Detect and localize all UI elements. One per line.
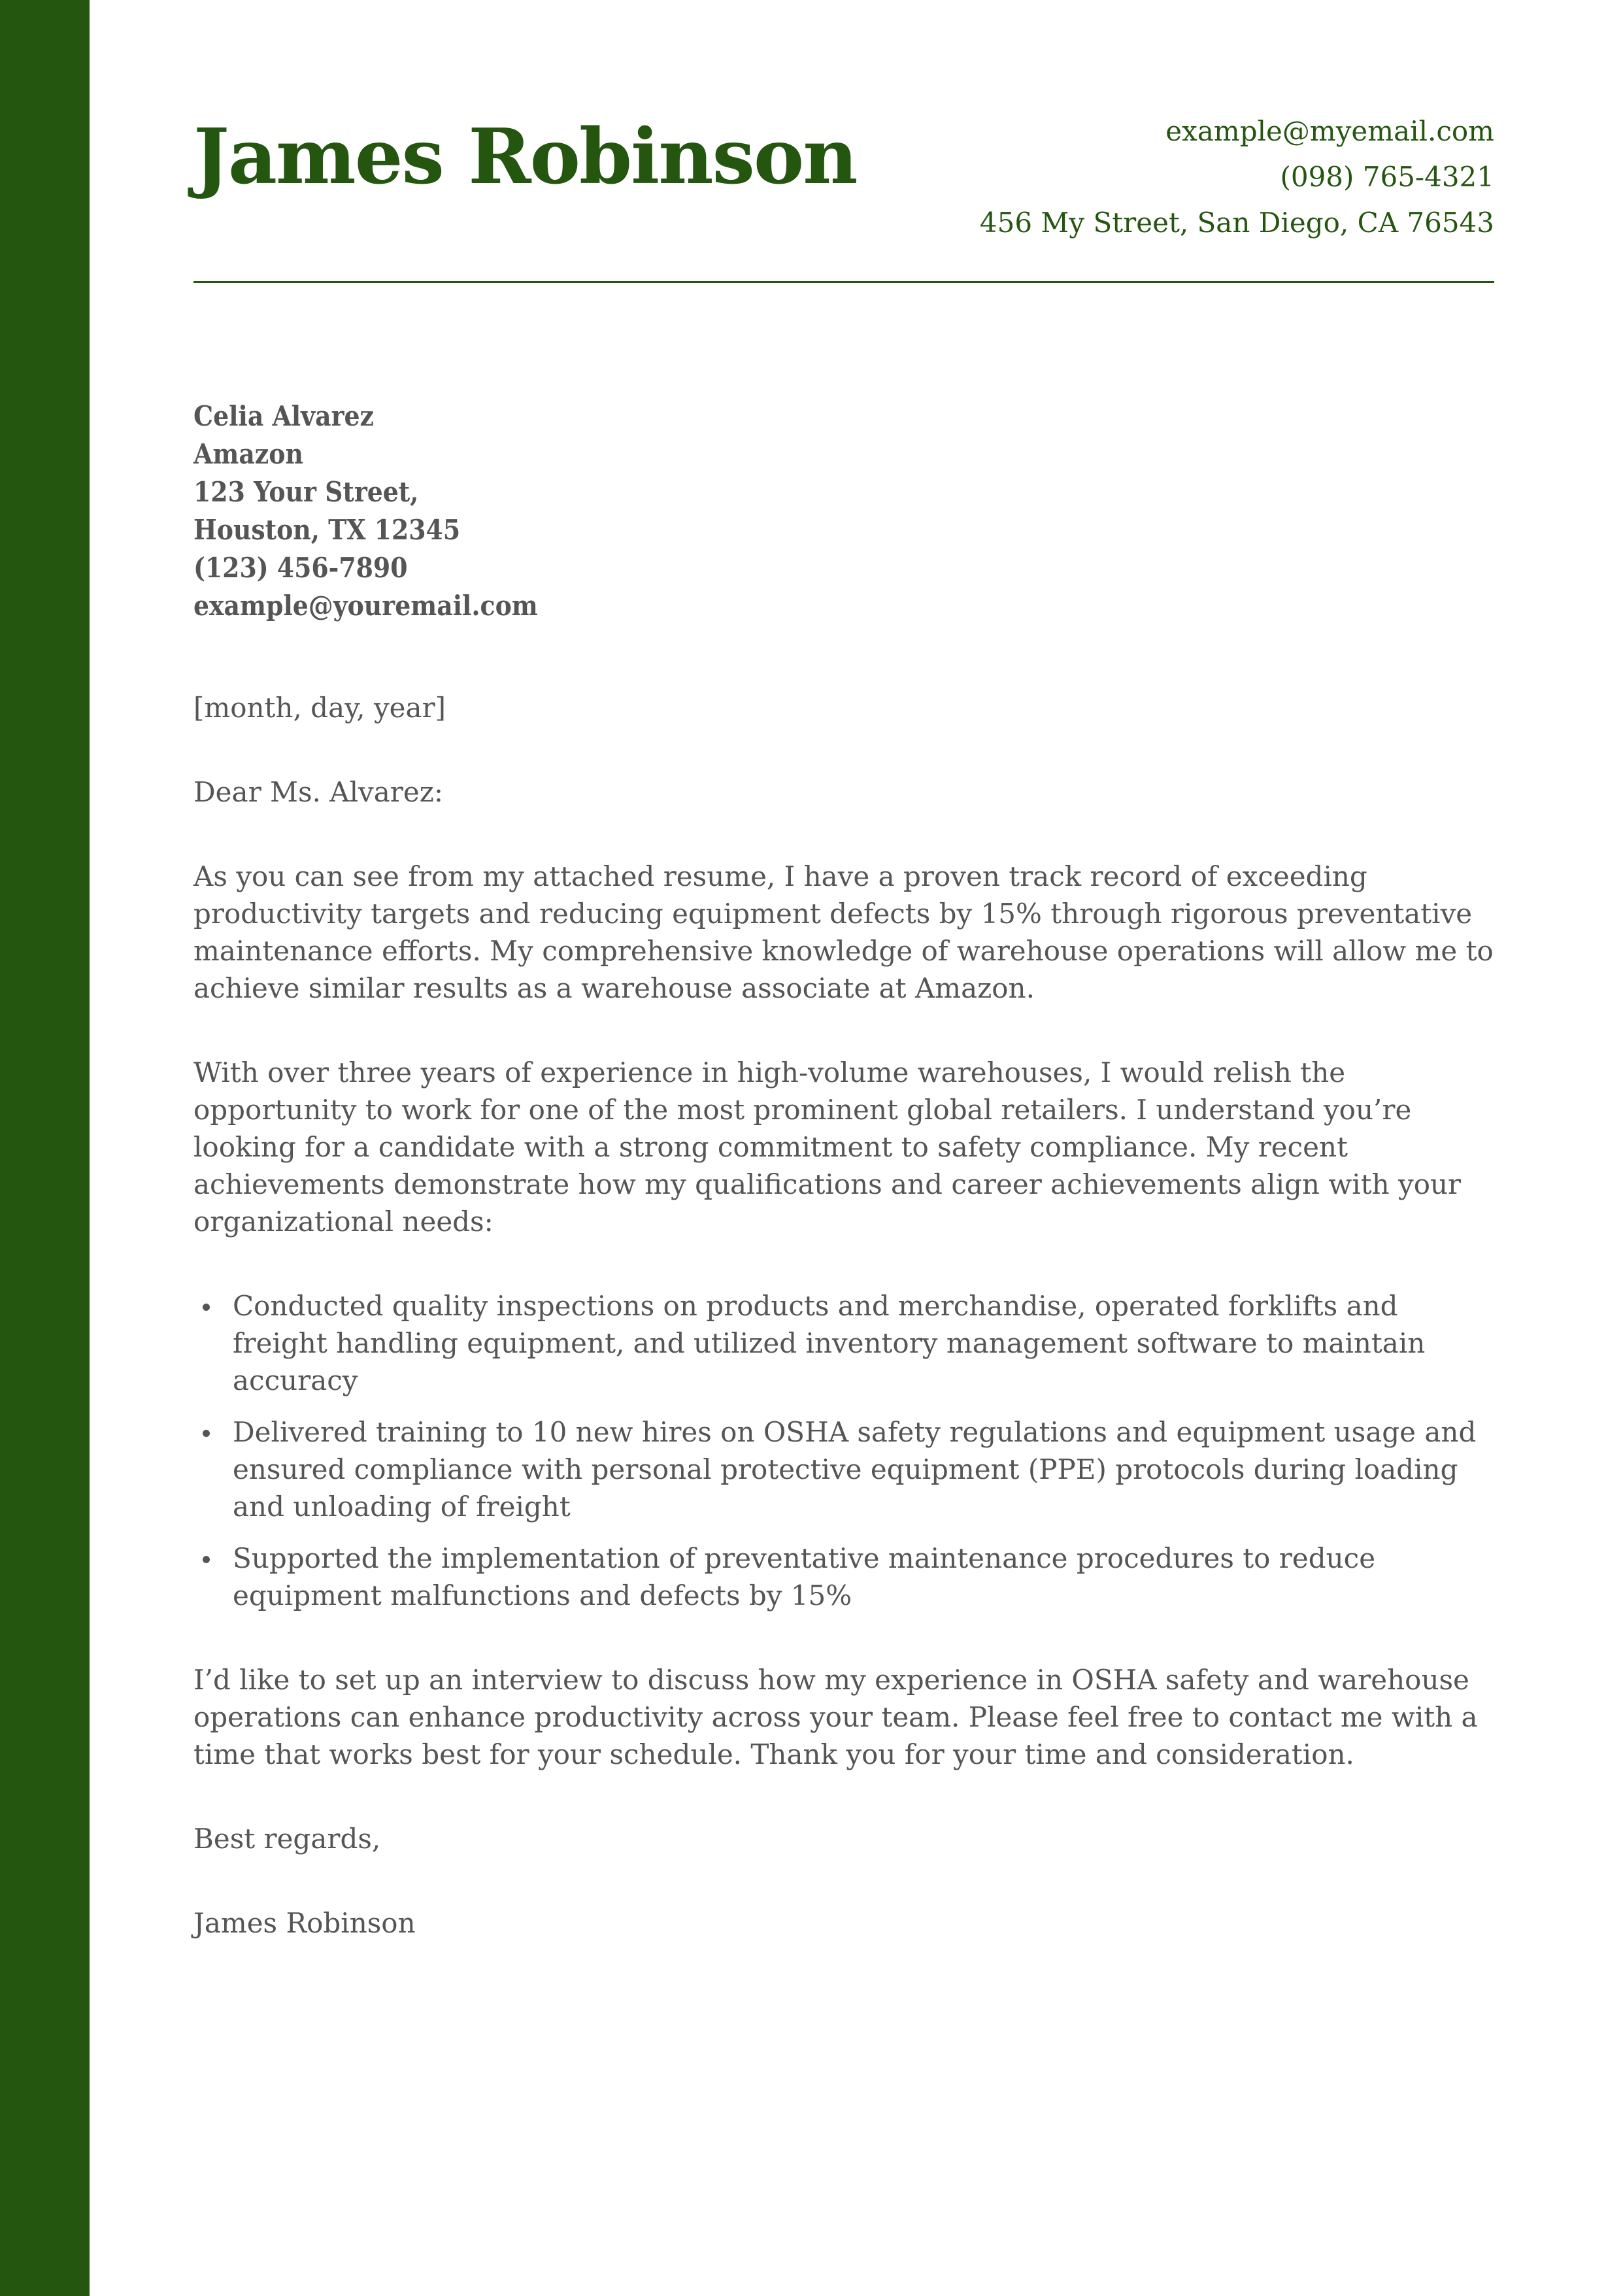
- achievements-list: [193, 1287, 1494, 1614]
- recipient-street: 123 Your Street,: [193, 476, 419, 508]
- list-item: [233, 1540, 1494, 1614]
- sender-contact-block: [980, 109, 1494, 246]
- list-item-text: Conducted quality inspections on products and merchandise, operated forklifts and freight handling equipment, and utilized inventory management software to maintain accuracy: [233, 1290, 1426, 1396]
- recipient-company: Amazon: [193, 438, 303, 470]
- letter-paragraph-3: I’d like to set up an interview to discuss how my experience in OSHA safety and warehouse operations can enhance productivity across your team. Please feel free to contact me with a time that works best for your schedule. Thank you for your time and consideration.: [193, 1664, 1478, 1770]
- recipient-block: [193, 397, 538, 625]
- letter-date: [month, day, year]: [193, 692, 446, 724]
- letter-body: [193, 689, 1494, 1942]
- bullet-dot-icon: [203, 1556, 210, 1563]
- recipient-phone: (123) 456-7890: [193, 552, 408, 584]
- list-item-text: Supported the implementation of preventative maintenance procedures to reduce equipment malfunctions and defects by 15%: [233, 1542, 1376, 1612]
- bullet-dot-icon: [203, 1304, 210, 1311]
- list-item-text: Delivered training to 10 new hires on OSHA safety regulations and equipment usage and ensured compliance with personal protective equipment (PPE) protocols during loading and unloading of freight: [233, 1416, 1477, 1523]
- letter-paragraph-2: With over three years of experience in high-volume warehouses, I would relish the opportunity to work for one of the most prominent global retailers. I understand you’re looking for a candidate with a strong commitment to safety compliance. My recent achievements demonstrate how my qualifications and career achievements align with your organizational needs:: [193, 1056, 1462, 1238]
- sender-name: James Robinson: [193, 112, 857, 201]
- sender-phone: (098) 765-4321: [1280, 161, 1494, 193]
- list-item: [233, 1413, 1494, 1525]
- bullet-dot-icon: [203, 1430, 210, 1437]
- letter-salutation: Dear Ms. Alvarez:: [193, 776, 443, 808]
- letter-signature: James Robinson: [193, 1907, 416, 1939]
- side-accent-bar: [0, 0, 90, 2296]
- sender-address: 456 My Street, San Diego, CA 76543: [979, 207, 1494, 239]
- letter-paragraph-1: As you can see from my attached resume, I have a proven track record of exceeding productivity targets and reducing equipment defects by 15% through rigorous preventative maintenance efforts. My comprehensive knowledge of warehouse operations will allow me to achieve similar results as a warehouse associate at Amazon.: [193, 860, 1494, 1004]
- recipient-email: example@youremail.com: [193, 590, 538, 622]
- recipient-city: Houston, TX 12345: [193, 514, 461, 546]
- list-item: [233, 1287, 1494, 1399]
- header-divider: [193, 281, 1494, 283]
- recipient-name: Celia Alvarez: [193, 400, 374, 432]
- letter-closing: Best regards,: [193, 1823, 381, 1855]
- sender-email: example@myemail.com: [1165, 115, 1494, 147]
